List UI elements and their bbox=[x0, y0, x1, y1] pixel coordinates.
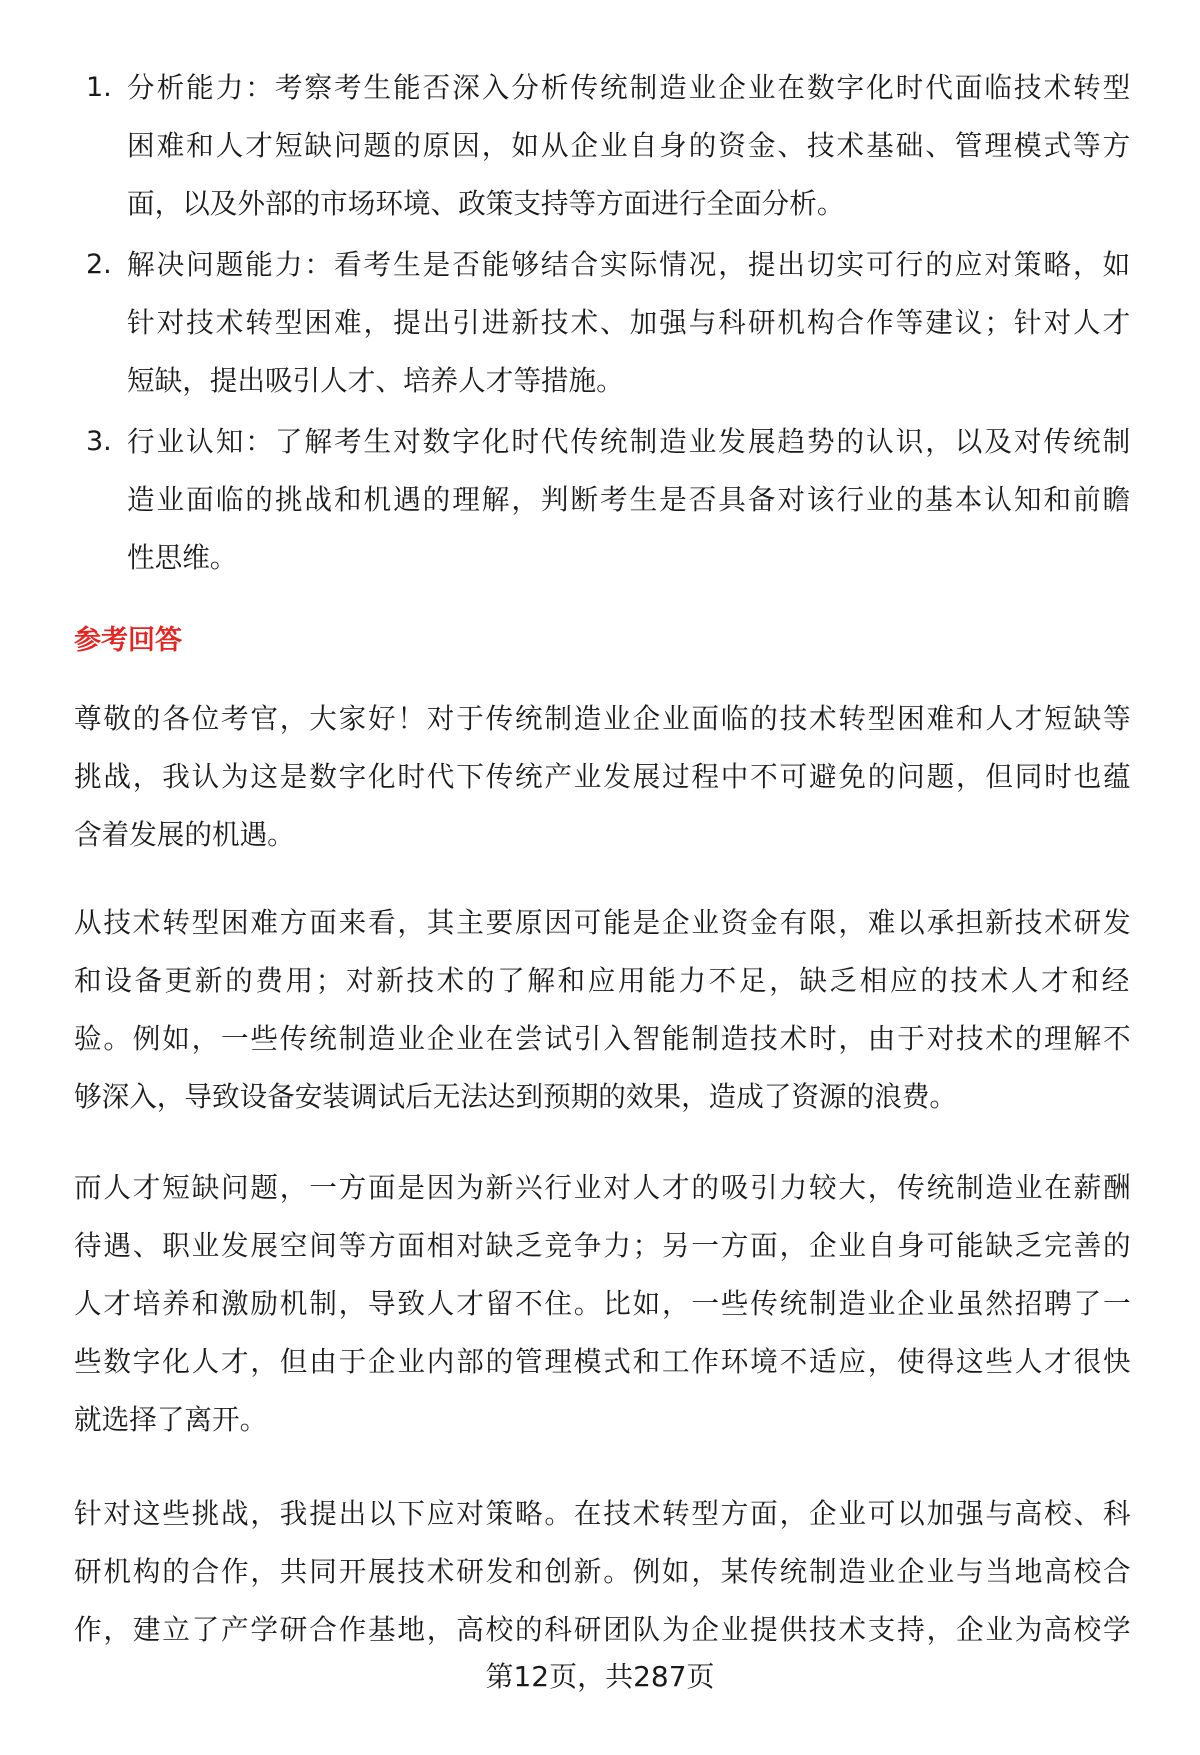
paragraph-line: 含着发展的机遇。 bbox=[74, 818, 295, 851]
criteria-item-line: 行业认知：了解考生对数字化时代传统制造业发展趋势的认识，以及对传统制 bbox=[127, 425, 1133, 458]
paragraph-line: 尊敬的各位考官，大家好！对于传统制造业企业面临的技术转型困难和人才短缺等 bbox=[74, 702, 1133, 735]
criteria-item-line: 针对技术转型困难，提出引进新技术、加强与科研机构合作等建议；针对人才 bbox=[127, 306, 1133, 339]
list-number: 3. bbox=[86, 426, 112, 457]
criteria-item-line: 性思维。 bbox=[127, 541, 238, 574]
paragraph-line: 从技术转型困难方面来看，其主要原因可能是企业资金有限，难以承担新技术研发 bbox=[74, 906, 1133, 939]
criteria-item-line: 造业面临的挑战和机遇的理解，判断考生是否具备对该行业的基本认知和前瞻 bbox=[127, 483, 1133, 516]
paragraph-line: 针对这些挑战，我提出以下应对策略。在技术转型方面，企业可以加强与高校、科 bbox=[74, 1497, 1133, 1530]
paragraph-line: 验。例如，一些传统制造业企业在尝试引入智能制造技术时，由于对技术的理解不 bbox=[74, 1022, 1133, 1055]
paragraph-line: 挑战，我认为这是数字化时代下传统产业发展过程中不可避免的问题，但同时也蕴 bbox=[74, 760, 1133, 793]
paragraph-line: 而人才短缺问题，一方面是因为新兴行业对人才的吸引力较大，传统制造业在薪酬 bbox=[74, 1171, 1133, 1204]
paragraph-line: 人才培养和激励机制，导致人才留不住。比如，一些传统制造业企业虽然招聘了一 bbox=[74, 1287, 1133, 1320]
paragraph-line: 就选择了离开。 bbox=[74, 1403, 268, 1436]
criteria-item-line: 分析能力：考察考生能否深入分析传统制造业企业在数字化时代面临技术转型 bbox=[127, 71, 1133, 104]
paragraph-line: 够深入，导致设备安装调试后无法达到预期的效果，造成了资源的浪费。 bbox=[74, 1080, 958, 1113]
criteria-item-line: 面，以及外部的市场环境、政策支持等方面进行全面分析。 bbox=[127, 187, 845, 220]
paragraph-line: 研机构的合作，共同开展技术研发和创新。例如，某传统制造业企业与当地高校合 bbox=[74, 1555, 1133, 1588]
criteria-item-line: 困难和人才短缺问题的原因，如从企业自身的资金、技术基础、管理模式等方 bbox=[127, 129, 1133, 162]
paragraph-line: 些数字化人才，但由于企业内部的管理模式和工作环境不适应，使得这些人才很快 bbox=[74, 1345, 1133, 1378]
page-footer: 第12页，共287页 bbox=[485, 1660, 715, 1693]
paragraph-line: 待遇、职业发展空间等方面相对缺乏竞争力；另一方面，企业自身可能缺乏完善的 bbox=[74, 1229, 1133, 1262]
list-number: 1. bbox=[86, 72, 112, 103]
paragraph-line: 作，建立了产学研合作基地，高校的科研团队为企业提供技术支持，企业为高校学 bbox=[74, 1613, 1133, 1646]
list-number: 2. bbox=[86, 249, 112, 280]
criteria-item-line: 解决问题能力：看考生是否能够结合实际情况，提出切实可行的应对策略，如 bbox=[127, 248, 1133, 281]
criteria-item-line: 短缺，提出吸引人才、培养人才等措施。 bbox=[127, 364, 624, 397]
paragraph-line: 和设备更新的费用；对新技术的了解和应用能力不足，缺乏相应的技术人才和经 bbox=[74, 964, 1132, 997]
answer-heading: 参考回答 bbox=[74, 625, 182, 656]
